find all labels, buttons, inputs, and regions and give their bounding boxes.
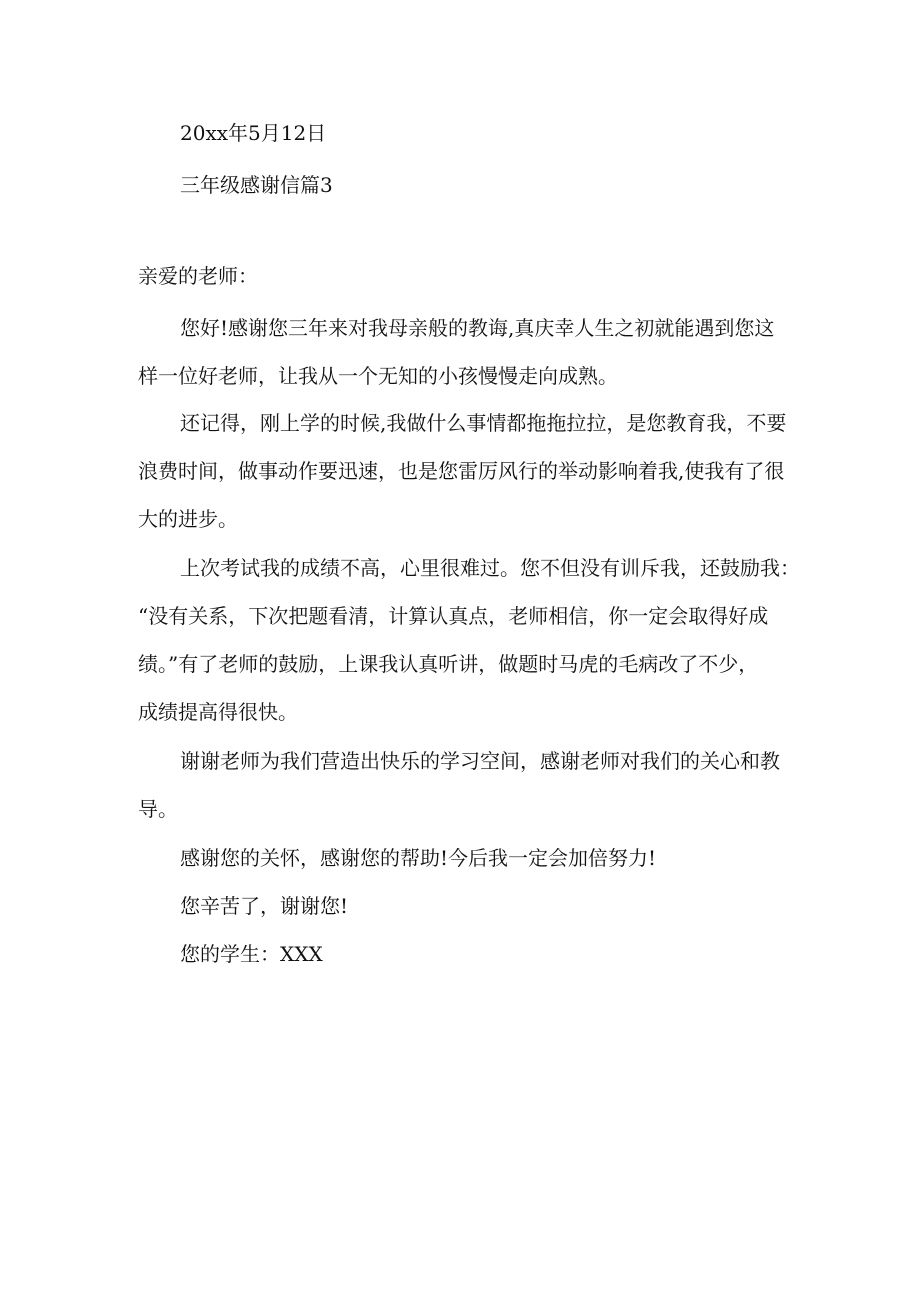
paragraph-5: 感谢您的关怀，感谢您的帮助!今后我一定会加倍努力! — [180, 846, 657, 870]
signature: 您的学生：XXX — [180, 942, 323, 966]
paragraph-line: 谢谢老师为我们营造出快乐的学习空间，感谢老师对我们的关心和教 — [180, 749, 780, 773]
paragraph-line: 上次考试我的成绩不高，心里很难过。您不但没有训斥我，还鼓励我： — [180, 556, 800, 580]
paragraph-line: “没有关系，下次把题看清，计算认真点，老师相信，你一定会取得好成 — [138, 604, 769, 628]
paragraph-line: 浪费时间，做事动作要迅速，也是您雷厉风行的举动影响着我,使我有了很 — [138, 459, 785, 483]
paragraph-line: 样一位好老师，让我从一个无知的小孩慢慢走向成熟。 — [138, 364, 618, 388]
paragraph-line: 还记得，刚上学的时候,我做什么事情都拖拖拉拉，是您教育我，不要 — [180, 411, 787, 435]
paragraph-line: 大的进步。 — [138, 507, 238, 531]
paragraph-line: 绩。”有了老师的鼓励，上课我认真听讲，做题时马虎的毛病改了不少， — [138, 652, 759, 676]
document-heading: 三年级感谢信篇3 — [180, 173, 333, 197]
paragraph-6: 您辛苦了，谢谢您! — [180, 894, 349, 918]
date-line: 20xx年5月12日 — [180, 121, 327, 145]
paragraph-line: 您好!感谢您三年来对我母亲般的教诲,真庆幸人生之初就能遇到您这 — [180, 316, 775, 340]
paragraph-line: 导。 — [138, 797, 178, 821]
paragraph-line: 成绩提高得很快。 — [138, 700, 298, 724]
salutation: 亲爱的老师： — [138, 264, 258, 288]
